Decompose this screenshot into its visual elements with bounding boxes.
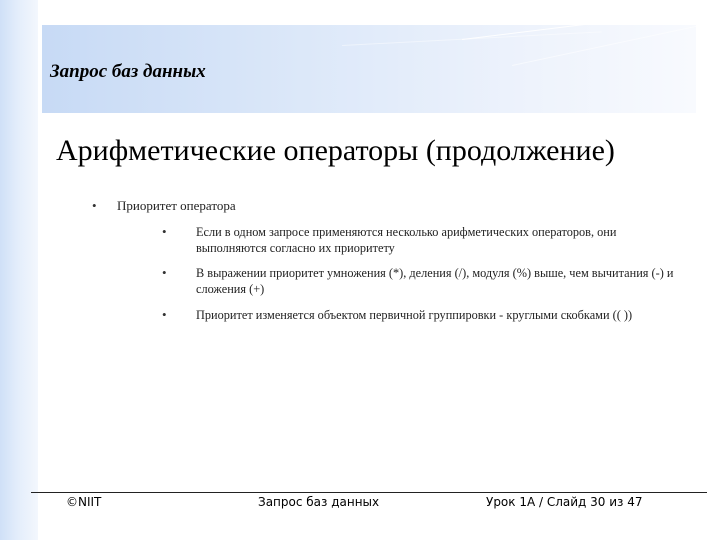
left-decorative-bar <box>0 0 38 540</box>
footer-course-name: Запрос баз данных <box>258 495 380 509</box>
bullet-marker: • <box>92 198 97 213</box>
footer-slide-number: Урок 1A / Слайд 30 из 47 <box>486 495 643 509</box>
header-light-streak <box>512 25 696 66</box>
footer-copyright: ©NIIT <box>66 495 102 509</box>
bullet-text: Приоритет оператора <box>117 198 236 213</box>
header-light-streak <box>342 31 602 46</box>
header-title: Запрос баз данных <box>50 61 206 82</box>
subbullet-text: Приоритет изменяется объектом первичной группировки - круглыми скобками (( )) <box>196 308 633 322</box>
footer-divider <box>31 492 707 493</box>
slide-title: Арифметические операторы (продолжение) <box>56 134 615 167</box>
subbullet-marker: • <box>162 224 167 239</box>
subbullet-marker: • <box>162 307 167 322</box>
subbullet-marker: • <box>162 265 167 280</box>
subbullet-text: В выражении приоритет умножения (*), деления (/), модуля (%) выше, чем вычитания (-) и сложения (+) <box>196 266 674 296</box>
subbullet-text: Если в одном запросе применяются несколько арифметических операторов, они выполняются согласно их приоритету <box>196 225 617 255</box>
